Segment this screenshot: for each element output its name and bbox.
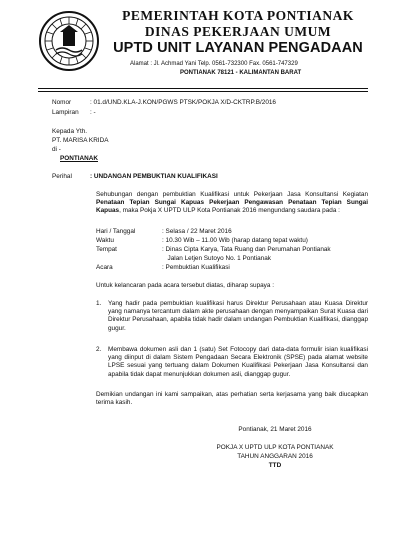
signature-ttd: TTD <box>268 462 282 469</box>
intro-activity: Penataan Tepian Sungai Kapuas Pekerjaan Pengawasan Penataan Tepian Sungai Kapuas <box>96 199 368 215</box>
schedule-label-time: Waktu <box>96 237 114 244</box>
letterhead-city: PONTIANAK 78121 - KALIMANTAN BARAT <box>180 70 302 76</box>
schedule-label-date: Hari / Tanggal <box>96 228 136 235</box>
letterhead-unit: UPTD UNIT LAYANAN PENGADAAN <box>113 40 363 56</box>
schedule-value-place-address: Jalan Letjen Sutoyo No. 1 Pontianak <box>164 255 271 262</box>
letterhead-department: DINAS PEKERJAAN UMUM <box>144 24 332 39</box>
schedule-value-place: : Dinas Cipta Karya, Tata Ruang dan Perumahan Pontianak <box>162 246 331 253</box>
letterhead-rule-thick <box>38 88 368 89</box>
schedule-label-agenda: Acara <box>96 264 113 271</box>
letterhead-rule-thin <box>38 91 368 92</box>
letterhead-government: PEMERINTAH KOTA PONTIANAK <box>122 8 354 23</box>
recipient-name: PT. MARISA KRIDA <box>52 137 109 144</box>
perihal-value: : UNDANGAN PEMBUKTIAN KUALIFIKASI <box>90 173 218 180</box>
recipient-city: PONTIANAK <box>60 155 98 162</box>
closing-paragraph: Demikian undangan ini kami sampaikan, atas perhatian serta kerjasama yang baik diucapkan terima kasih. <box>96 391 368 407</box>
schedule-value-agenda: : Pembuktian Kualifikasi <box>162 264 230 271</box>
nomor-value: : 01.d/UND.KLA-J.KON/PGWS PTSK/POKJA X/D-CKTRP.B/2016 <box>90 99 276 106</box>
letterhead-address: Alamat : Jl. Achmad Yani Telp. 0561-732300 Fax. 0561-747329 <box>130 61 298 67</box>
intro-part2: , maka Pokja X UPTD ULP Kota Pontianak 2016 mengundang saudara pada : <box>119 207 340 215</box>
signature-org-line1: POKJA X UPTD ULP KOTA PONTIANAK <box>216 444 334 451</box>
schedule-value-time: : 10.30 Wib – 11.00 Wib (harap datang tepat waktu) <box>162 237 308 244</box>
intro-paragraph <box>96 191 368 216</box>
schedule-value-date: : Selasa / 22 Maret 2016 <box>162 228 232 235</box>
recipient-at: di - <box>52 146 61 153</box>
intro-part1: Sehubungan dengan pembuktian Kualifikasi untuk Pekerjaan Jasa Konsultansi Kegiatan <box>96 191 368 198</box>
point-1-number: 1. <box>96 300 102 307</box>
schedule-label-place: Tempat <box>96 246 117 253</box>
perihal-label: Perihal <box>52 173 72 180</box>
signature-place-date: Pontianak, 21 Maret 2016 <box>238 426 312 433</box>
letterhead <box>38 8 368 86</box>
recipient-to: Kepada Yth. <box>52 128 88 135</box>
lampiran-label: Lampiran <box>52 109 79 116</box>
point-1-text: Yang hadir pada pembuktian kualifikasi harus Direktur Perusahaan atau Kuasa Direktur yang namanya tercantum dalam akte perusahaan dengan menyampaikan Surat Kuasa dari Direktur Perusahaan, apabila tidak hadir dalam undangan Pembuktian Kualifikasi, dianggap gugur. <box>108 300 368 332</box>
point-2-text: Membawa dokumen asli dan 1 (satu) Set Fotocopy dari data-data formulir isian kualifikasi yang diinput di dalam Sistem Pengadaan Secara Elektronik (SPSE) pada alamat website LPSE sesuai yang tertuang dalam Dokumen Kualifikasi Pekerjaan Jasa Konsultansi dan apabila tidak dapat menunjukkan dokumen asli, dianggap gugur. <box>108 346 368 378</box>
point-2-number: 2. <box>96 346 102 353</box>
signature-org-line2: TAHUN ANGGARAN 2016 <box>237 453 313 460</box>
instruction-text: Untuk kelancaran pada acara tersebut diatas, diharap supaya : <box>96 282 274 289</box>
lampiran-value: : - <box>90 109 96 116</box>
letterhead-text <box>108 8 368 78</box>
city-emblem-icon <box>38 10 100 72</box>
nomor-label: Nomor <box>52 99 72 106</box>
